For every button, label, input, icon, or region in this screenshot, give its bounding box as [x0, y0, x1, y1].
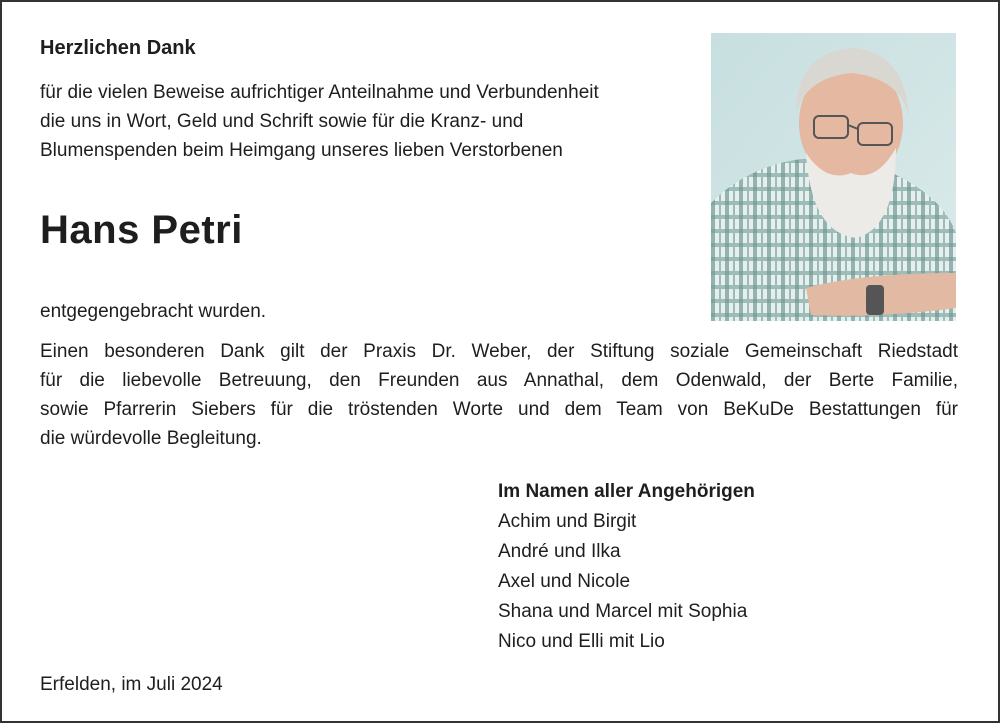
heading: Herzlichen Dank — [40, 37, 196, 59]
signature-name: Nico und Elli mit Lio — [498, 631, 665, 652]
signature-title: Im Namen aller Angehörigen — [498, 481, 755, 502]
thanks-line: für die liebevolle Betreuung, den Freunden aus Annathal, dem Odenwald, der Berte Familie, — [40, 370, 958, 391]
thanks-line: Einen besonderen Dank gilt der Praxis Dr. Weber, der Stiftung soziale Gemeinschaft Riedstadt — [40, 341, 958, 362]
deceased-name: Hans Petri — [40, 208, 243, 252]
intro-line: die uns in Wort, Geld und Schrift sowie für die Kranz- und — [40, 111, 524, 132]
thanks-line: sowie Pfarrerin Siebers für die tröstenden Worte und dem Team von BeKuDe Bestattungen für — [40, 399, 958, 420]
signature-name: André und Ilka — [498, 541, 621, 562]
place-date: Erfelden, im Juli 2024 — [40, 674, 223, 695]
intro-line: Blumenspenden beim Heimgang unseres lieben Verstorbenen — [40, 140, 563, 161]
signature-name: Achim und Birgit — [498, 511, 637, 532]
intro-line: für die vielen Beweise aufrichtiger Anteilnahme und Verbundenheit — [40, 82, 599, 103]
thanks-line: die würdevolle Begleitung. — [40, 428, 262, 449]
signature-name: Shana und Marcel mit Sophia — [498, 601, 748, 622]
after-name-text: entgegengebracht wurden. — [40, 301, 267, 322]
portrait-photo — [711, 33, 956, 321]
signature-name: Axel und Nicole — [498, 571, 631, 592]
